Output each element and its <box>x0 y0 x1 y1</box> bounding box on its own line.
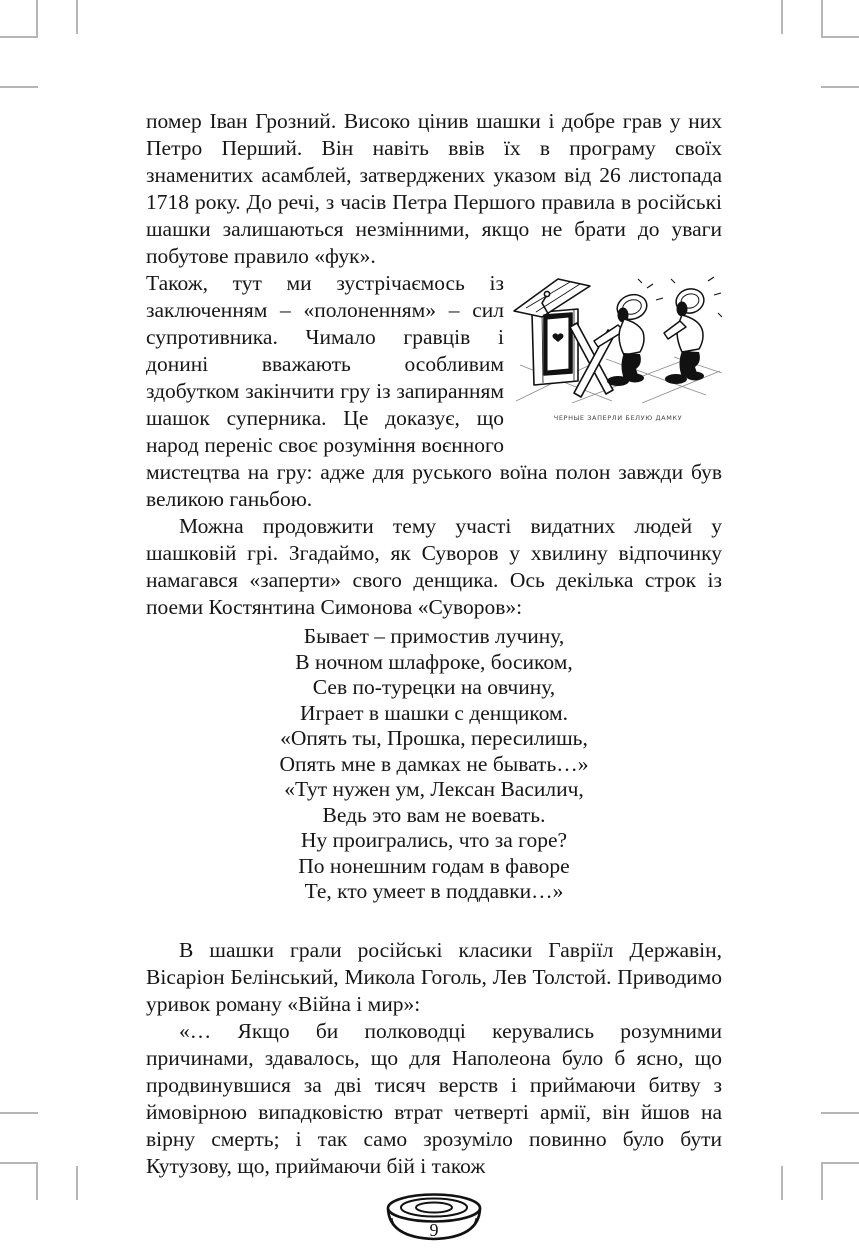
checker-piece-page-number <box>384 1192 484 1248</box>
poem-line: Бывает – примостив лучину, <box>303 624 565 648</box>
paragraph-suvorov: Можна продовжити тему участі видатних людей у шашковій грі. Згадаймо, як Суворов у хвилину відпочинку намагався «заперти» свого денщика. Ось декілька строк із поеми Костянтина Симонова «Суворов»: <box>146 514 722 619</box>
poem-line: Играет в шашки с денщиком. <box>299 700 569 725</box>
poem-line: «Тут нужен ум, Лексан Василич, <box>284 777 584 801</box>
poem-line: «Опять ты, Прошка, пересилишь, <box>280 726 588 750</box>
cartoon-image <box>514 273 722 403</box>
paragraph-classics: В шашки грали російські класики Гавріїл Державін, Вісаріон Белінський, Микола Гоголь, Лев Толстой. Приводимо уривок роману «Війна і мир»: <box>146 937 722 1016</box>
poem-line: Ну проигрались, что за горе? <box>300 828 568 852</box>
poem-block <box>146 624 722 905</box>
paragraph-war-and-peace: «… Якщо би полководці керувались розумними причинами, здавалось, що для Наполеона було б ясно, що продвинувшися за дві тисяч верств і приймаючи битву з ймовірною випадковістю втрат четверті армії, він йшов на вірну смерть; і так само зрозуміло повинно було бути Кутузову, що, приймаючи бій і також <box>146 1018 722 1178</box>
poem-line: Опять мне в дамках не бывать…» <box>279 751 589 776</box>
poem-line: Те, кто умеет в поддавки…» <box>304 879 564 903</box>
checker-piece-drawing <box>384 1192 484 1248</box>
poem-line: Сев по-турецки на овчину, <box>312 675 556 699</box>
page-number: 9 <box>429 1219 439 1240</box>
poem-line: По нонешним годам в фаворе <box>298 853 570 878</box>
checker-character-2 <box>664 286 707 384</box>
paragraph-capture <box>146 270 722 513</box>
paragraph-intro: помер Іван Грозний. Високо цінив шашки і добре грав у них Петро Перший. Він навіть ввів їх в програму своїх знаменитих асамблей, затверджених указом від 26 листопада 1718 року. До речі, з часів Петра Першого правила в російські шашки залишаються незмінними, якщо не брати до уваги побутове правило «фук». <box>146 109 722 268</box>
paragraph-capture-text: Також, тут ми зустрічаємось із заключенням – «полоненням» – сил супротивника. Чимало гравців і донині вважають особливим здобутком закінчити гру із запиранням шашок суперника. Це доказує, що народ переніс своє розуміння воєнного мистецтва на гру: адже для руського воїна полон завжди був великою ганьбою. <box>146 271 722 511</box>
poem-line: В ночном шлафроке, босиком, <box>295 649 573 674</box>
poem-line: Ведь это вам не воевать. <box>322 802 546 827</box>
text-column <box>146 108 722 1248</box>
illustration-caption: ЧЕРНЫЕ ЗАПЕРЛИ БЕЛУЮ ДАМКУ <box>553 414 683 422</box>
checkers-cartoon-illustration <box>514 273 722 432</box>
